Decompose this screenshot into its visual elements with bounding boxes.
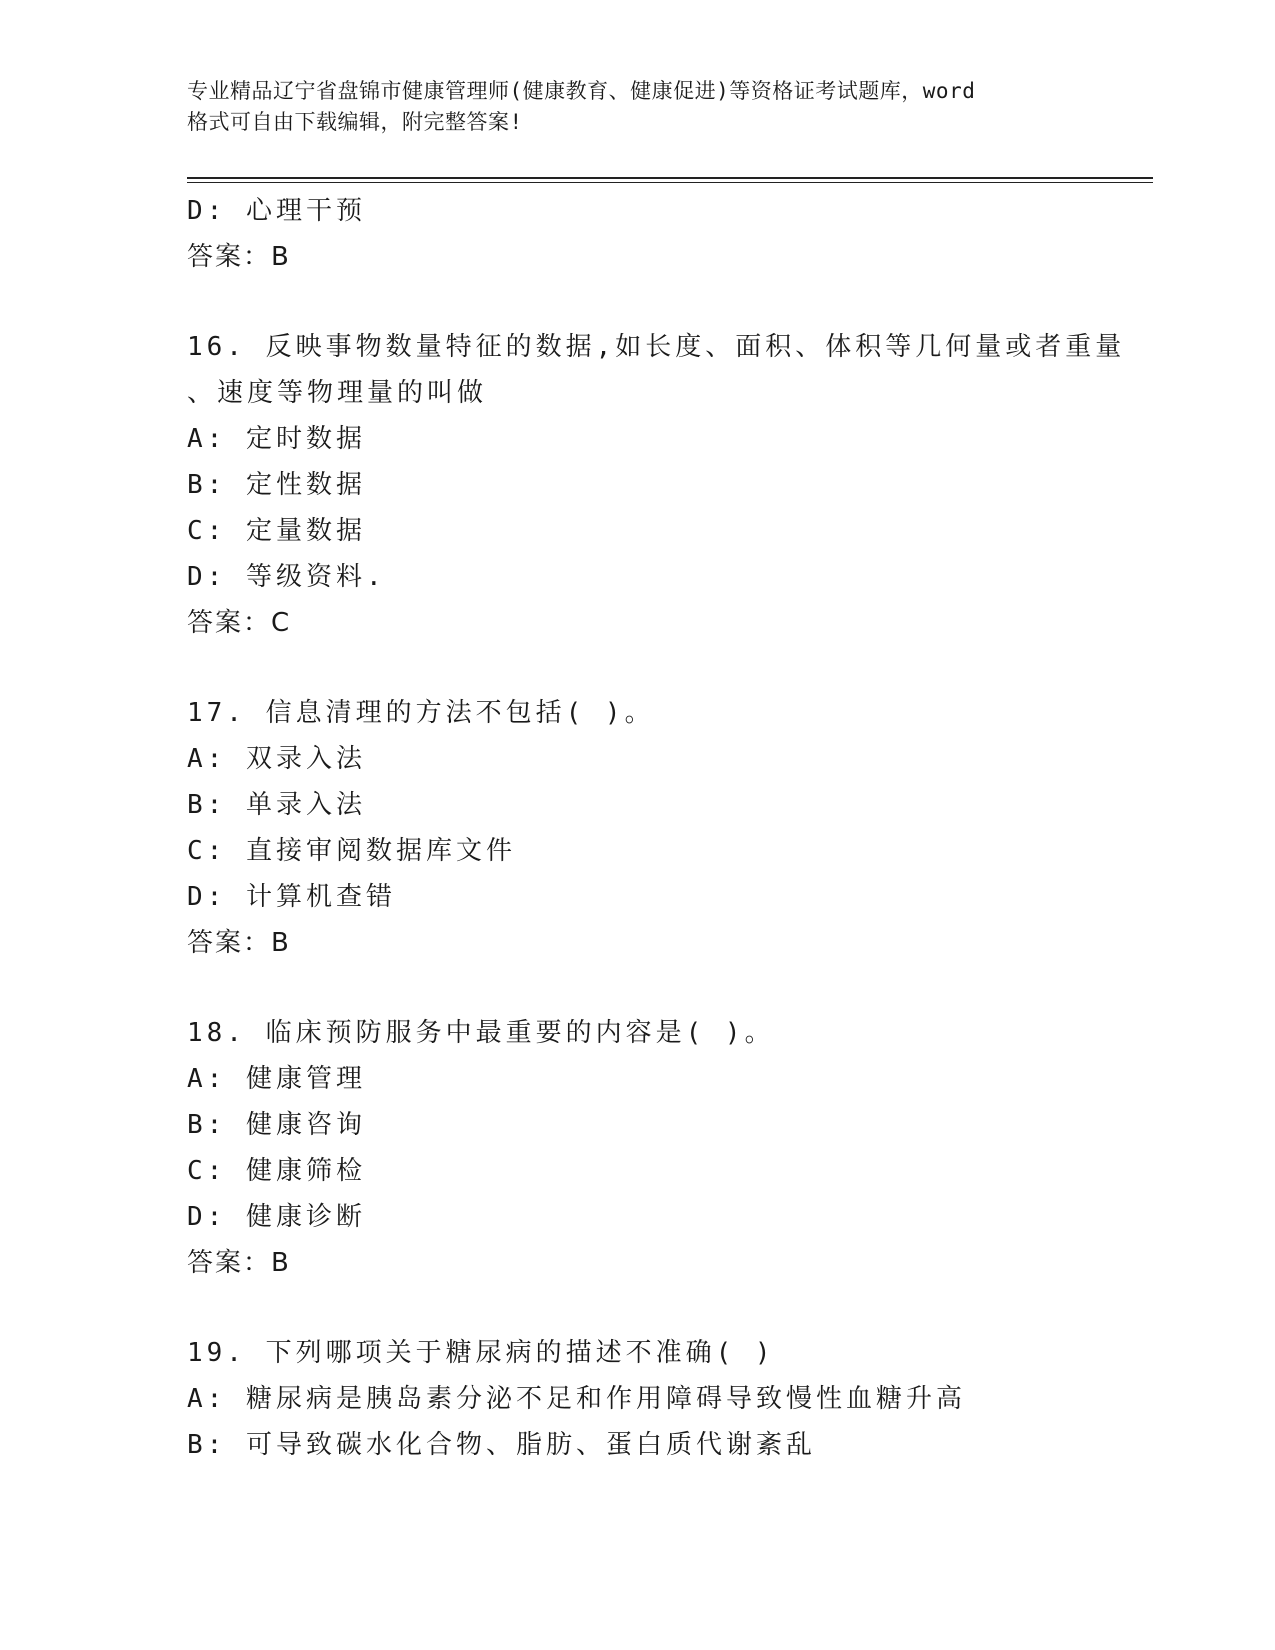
question-16-option-b: B: 定性数据 — [187, 470, 366, 500]
question-17 — [187, 690, 1107, 966]
question-16-option-d: D: 等级资料. — [187, 562, 386, 592]
question-17-option-c: C: 直接审阅数据库文件 — [187, 836, 516, 866]
header-divider-thin — [187, 182, 1153, 183]
prev-answer: 答案：B — [187, 242, 291, 272]
question-16-stem-line-1: 16. 反映事物数量特征的数据,如长度、面积、体积等几何量或者重量 — [187, 332, 1126, 362]
question-17-option-a: A: 双录入法 — [187, 744, 366, 774]
question-18 — [187, 1010, 1107, 1286]
prev-option-d: D: 心理干预 — [187, 196, 366, 226]
question-16-option-c: C: 定量数据 — [187, 516, 366, 546]
question-18-option-d: D: 健康诊断 — [187, 1202, 366, 1232]
question-17-stem: 17. 信息清理的方法不包括( )。 — [187, 698, 655, 728]
question-18-stem: 18. 临床预防服务中最重要的内容是( )。 — [187, 1018, 775, 1048]
header-divider-thick — [187, 177, 1153, 179]
question-18-option-b: B: 健康咨询 — [187, 1110, 366, 1140]
question-16-answer: 答案：C — [187, 608, 292, 638]
question-17-answer: 答案：B — [187, 928, 291, 958]
question-17-option-d: D: 计算机查错 — [187, 882, 396, 912]
question-16 — [187, 324, 1126, 646]
question-19-option-a: A: 糖尿病是胰岛素分泌不足和作用障碍导致慢性血糖升高 — [187, 1384, 966, 1414]
question-19-stem: 19. 下列哪项关于糖尿病的描述不准确( ) — [187, 1338, 775, 1368]
question-18-option-c: C: 健康筛检 — [187, 1156, 366, 1186]
header-line-2: 格式可自由下载编辑，附完整答案! — [187, 110, 523, 134]
question-18-answer: 答案：B — [187, 1248, 291, 1278]
header-line-1: 专业精品辽宁省盘锦市健康管理师(健康教育、健康促进)等资格证考试题库，word — [187, 79, 976, 103]
question-16-option-a: A: 定时数据 — [187, 424, 366, 454]
question-16-stem-line-2: 、速度等物理量的叫做 — [187, 378, 488, 408]
document-body — [187, 188, 1126, 1468]
question-19 — [187, 1330, 1107, 1468]
page-header — [187, 76, 1107, 138]
question-18-option-a: A: 健康管理 — [187, 1064, 366, 1094]
question-19-option-b: B: 可导致碳水化合物、脂肪、蛋白质代谢紊乱 — [187, 1430, 816, 1460]
question-17-option-b: B: 单录入法 — [187, 790, 366, 820]
